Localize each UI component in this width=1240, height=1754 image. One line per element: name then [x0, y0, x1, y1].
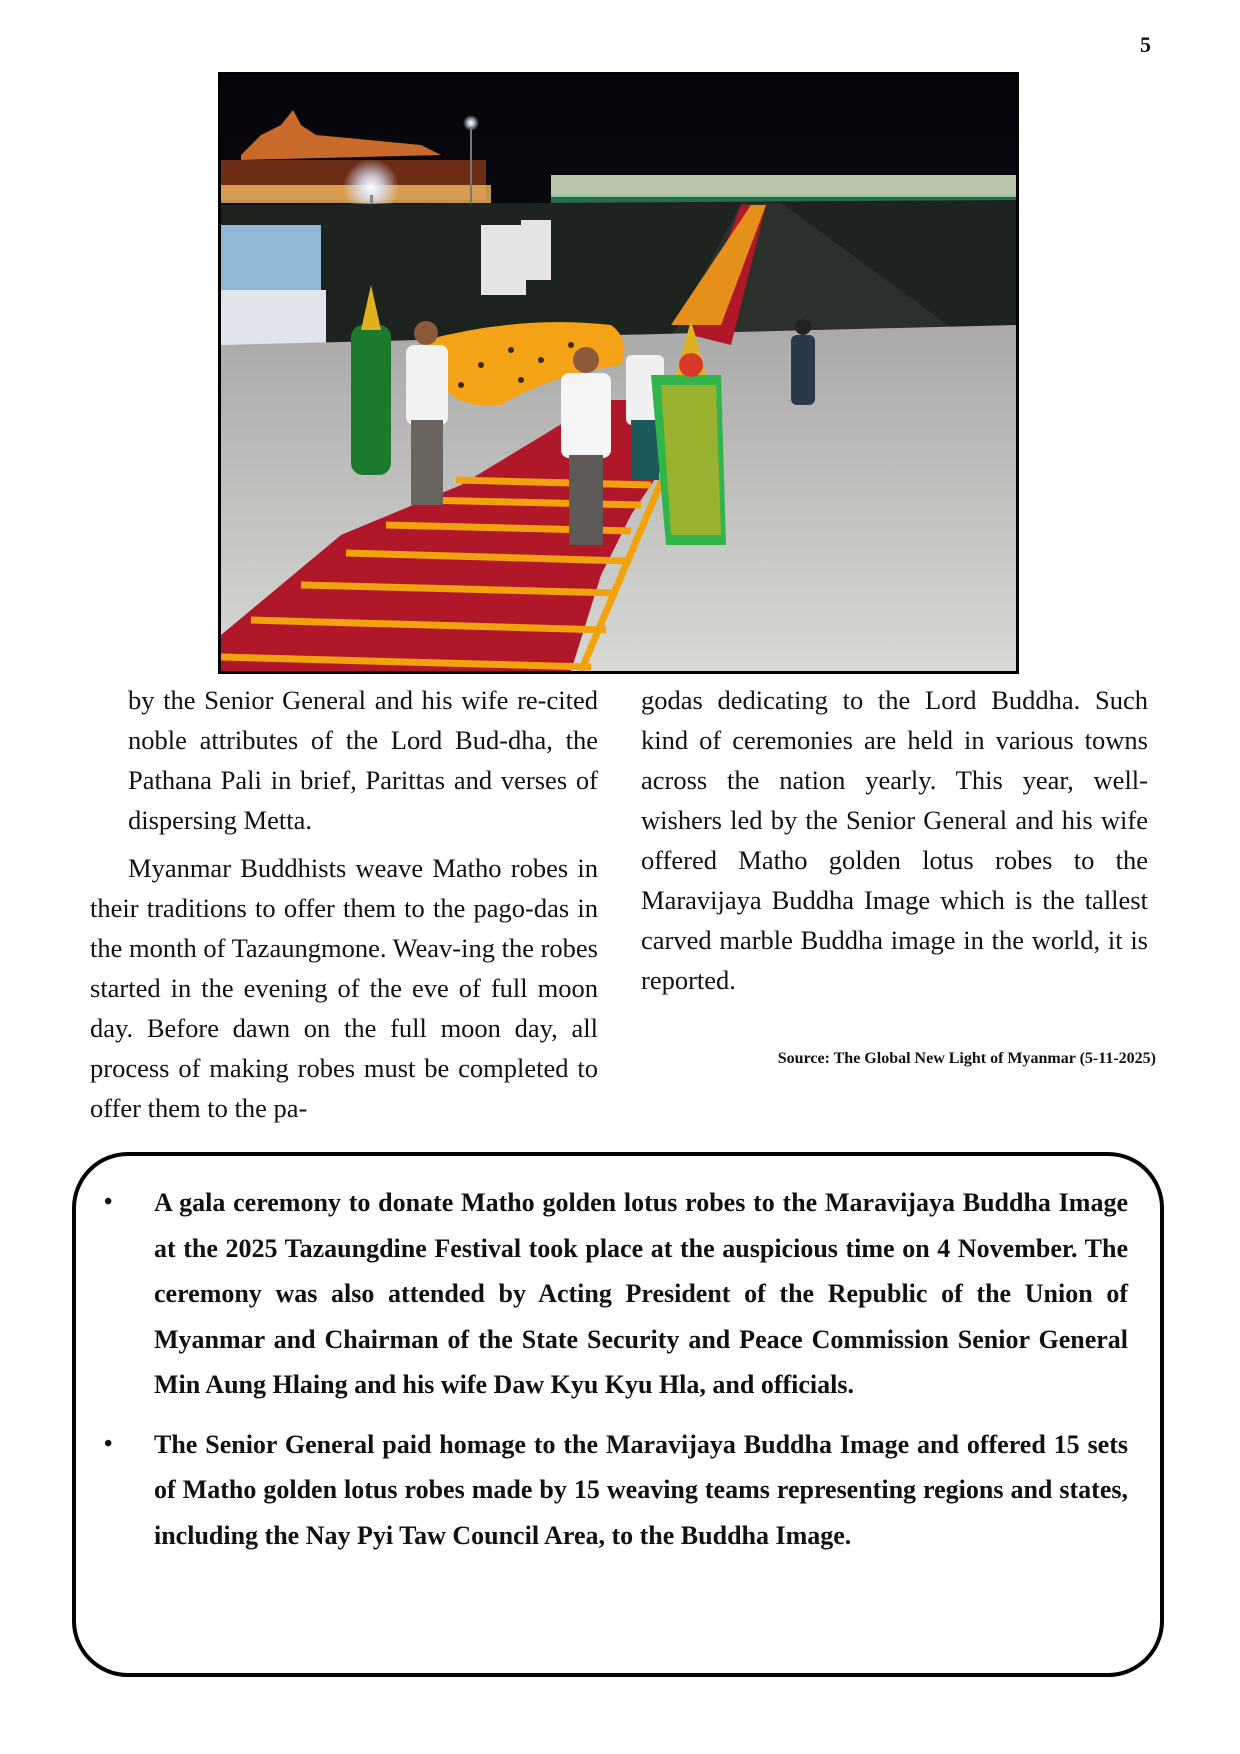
pavilion — [221, 225, 321, 295]
source-credit: Source: The Global New Light of Myanmar (5-11-2025) — [777, 1050, 1156, 1067]
highlight-text: The Senior General paid homage to the Maravijaya Buddha Image and offered 15 sets of Matho golden lotus robes made by 15 weaving teams representing regions and states, including the Nay Pyi Taw Council Area, to the Buddha Image. — [154, 1429, 1128, 1550]
highlight-text: A gala ceremony to donate Matho golden lotus robes to the Maravijaya Buddha Image at the 2025 Tazaungdine Festival took place at the auspicious time on 4 November. The ceremony was also attended by Acting President of the Republic of the Union of Myanmar and Chairman of the State Security and Peace Commission Senior General Min Aung Hlaing and his wife Daw Kyu Kyu Hla, and officials. — [154, 1188, 1128, 1399]
page-number: 5 — [1140, 32, 1151, 57]
article-paragraph: godas dedicating to the Lord Buddha. Such kind of ceremonies are held in various towns across the nation yearly. This year, well-wishers led by the Senior General and his wife offered Matho golden lotus robes to the Maravijaya Buddha Image which is the tallest carved marble Buddha image in the world, it is reported. — [641, 685, 1148, 995]
article-paragraph: by the Senior General and his wife re-cited noble attributes of the Lord Bud-dha, the Pathana Pali in brief, Parittas and verses of dispersing Metta. — [128, 685, 598, 835]
bullet-icon: • — [104, 1430, 113, 1457]
article-right-column — [641, 680, 1148, 1000]
article-left-column — [90, 680, 598, 1128]
highlights-list — [104, 1180, 1128, 1572]
photo-illustration — [221, 75, 1016, 671]
highlight-item — [104, 1180, 1128, 1408]
ceremony-photo — [218, 72, 1019, 674]
highlights-box — [72, 1152, 1164, 1677]
highlight-item — [104, 1422, 1128, 1559]
bullet-icon: • — [104, 1189, 113, 1215]
article-paragraph: Myanmar Buddhists weave Matho robes in their traditions to offer them to the pago-das in the month of Tazaungmone. Weav-ing the robes started in the evening of the eve of full moon day. Before dawn on the full moon day, all process of making robes must be completed to offer them to the pa- — [90, 853, 598, 1123]
